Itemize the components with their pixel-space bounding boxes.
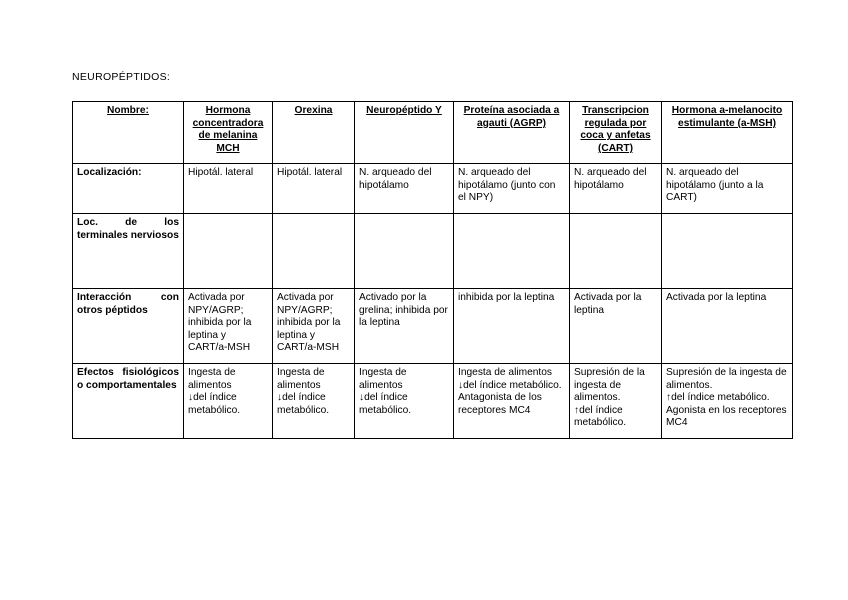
header-cell-agrp: Proteína asociada a agauti (AGRP) — [454, 102, 570, 164]
cell-line: ↑del índice metabólico. — [574, 404, 627, 429]
table-row-terminales — [73, 214, 793, 289]
table-cell — [184, 214, 273, 289]
neuropeptides-table — [72, 101, 793, 439]
cell-line: N. arqueado del hipotálamo (junto con el NPY) — [458, 167, 556, 204]
table-cell — [570, 214, 662, 289]
table-cell — [355, 364, 454, 439]
cell-line: ↓del índice metabólico. — [359, 392, 412, 416]
table-cell — [273, 164, 355, 214]
table-cell — [273, 214, 355, 289]
cell-line: Activado por la grelina; inhibida por la leptina — [359, 292, 448, 329]
cell-line: Supresión de la ingesta de alimentos. — [666, 367, 787, 391]
cell-line: Agonista en los receptores MC4 — [666, 404, 787, 429]
header-cell-orexina: Orexina — [273, 102, 355, 164]
cell-line: Supresión de la ingesta de alimentos. — [574, 367, 645, 404]
row-label: Interacción con otros péptidos — [73, 289, 184, 364]
cell-line: ↑del índice metabólico. — [666, 392, 770, 404]
row-label: Efectos fisiológicos o comportamentales — [73, 364, 184, 439]
row-label: Localización: — [73, 164, 184, 214]
cell-line: Ingesta de alimentos — [458, 367, 553, 378]
table-cell — [454, 289, 570, 364]
cell-line: ↓del índice metabólico. — [277, 392, 330, 416]
table-cell — [355, 164, 454, 214]
table-cell — [662, 164, 793, 214]
table-cell — [273, 289, 355, 364]
cell-line: N. arqueado del hipotálamo (junto a la CART) — [666, 167, 764, 204]
cell-line: Antagonista de los receptores MC4 — [458, 392, 542, 416]
cell-line: Hipotál. lateral — [277, 167, 343, 178]
header-cell-mch: Hormona concentradora de melanina MCH — [184, 102, 273, 164]
table-cell — [662, 214, 793, 289]
cell-line: Activada por la leptina — [666, 292, 767, 303]
cell-line: Activada por NPY/AGRP; inhibida por la leptina y CART/a-MSH — [277, 292, 341, 354]
cell-line: Activada por la leptina — [574, 292, 642, 316]
table-cell — [184, 164, 273, 214]
cell-line: Hipotál. lateral — [188, 167, 254, 178]
header-row — [73, 102, 793, 164]
table-cell — [184, 364, 273, 439]
table-cell — [454, 364, 570, 439]
document-title: NEUROPÉPTIDOS: — [72, 71, 171, 83]
header-cell-nombre: Nombre: — [73, 102, 184, 164]
cell-line: Ingesta de alimentos — [188, 367, 236, 391]
table-cell — [662, 289, 793, 364]
row-label: Loc. de los terminales nerviosos — [73, 214, 184, 289]
cell-line: ↓del índice metabólico. — [458, 379, 562, 391]
table-cell — [355, 289, 454, 364]
table-cell — [570, 364, 662, 439]
table-cell — [570, 289, 662, 364]
table-cell — [570, 164, 662, 214]
cell-line: ↓del índice metabólico. — [188, 392, 241, 416]
table-row-localizacion — [73, 164, 793, 214]
table-cell — [273, 364, 355, 439]
table-cell — [454, 164, 570, 214]
cell-line: N. arqueado del hipotálamo — [359, 167, 432, 191]
cell-line: Ingesta de alimentos — [277, 367, 325, 391]
table-row-efectos — [73, 364, 793, 439]
cell-line: N. arqueado del hipotálamo — [574, 167, 647, 191]
table-cell — [355, 214, 454, 289]
table-cell — [662, 364, 793, 439]
header-cell-npy: Neuropéptido Y — [355, 102, 454, 164]
table-row-interaccion — [73, 289, 793, 364]
header-cell-amsh: Hormona a-melanocito estimulante (a-MSH) — [662, 102, 793, 164]
table-cell — [184, 289, 273, 364]
table-cell — [454, 214, 570, 289]
cell-line: inhibida por la leptina — [458, 292, 555, 303]
cell-line: Activada por NPY/AGRP; inhibida por la leptina y CART/a-MSH — [188, 292, 252, 354]
header-cell-cart: Transcripcion regulada por coca y anfetas (CART) — [570, 102, 662, 164]
cell-line: Ingesta de alimentos — [359, 367, 407, 391]
